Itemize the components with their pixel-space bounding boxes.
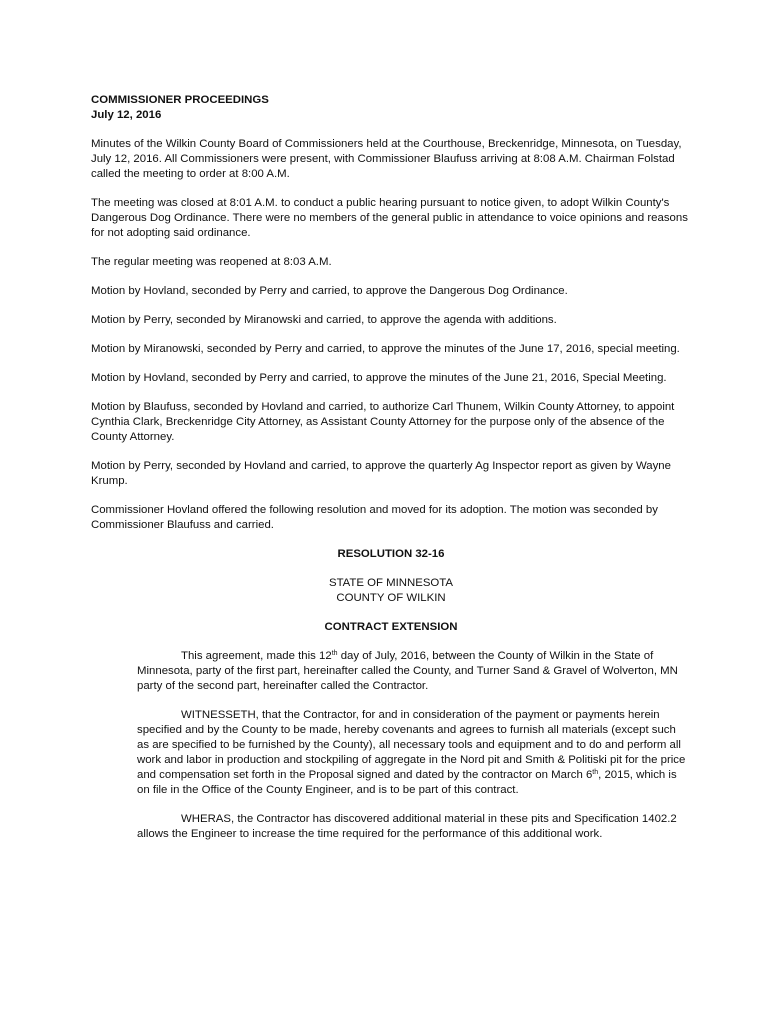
agreement-paragraph [137, 649, 691, 694]
minutes-intro-paragraph: Minutes of the Wilkin County Board of Commissioners held at the Courthouse, Breckenridge, Minnesota, on Tuesday, July 12, 2016. All Commissioners were present, with Commissioner Blaufuss arriving at 8:08 A.M. Chairman Folstad called the meeting to order at 8:00 A.M. [91, 138, 682, 180]
motion-minutes-june-17: Motion by Miranowski, seconded by Perry and carried, to approve the minutes of the June 17, 2016, special meeting. [91, 343, 680, 355]
resolution-county: COUNTY OF WILKIN [336, 592, 446, 604]
resolution-offered-paragraph: Commissioner Hovland offered the following resolution and moved for its adoption. The motion was seconded by Commissioner Blaufuss and carried. [91, 504, 658, 531]
meeting-reopened-paragraph: The regular meeting was reopened at 8:03 A.M. [91, 256, 332, 268]
public-hearing-paragraph: The meeting was closed at 8:01 A.M. to conduct a public hearing pursuant to notice given, to adopt Wilkin County's Dangerous Dog Ordinance. There were no members of the general public in attendance to voice opinions and reasons for not adopting said ordinance. [91, 197, 688, 239]
witnesseth-text-start: WITNESSETH, that the Contractor, for and in consideration of the payment or payments herein specified and by the County to be made, hereby covenants and agrees to furnish all materials (except such as are specified to be furnished by the County), all necessary tools and equipment and to do and perform all work and labor in production and stockpiling of aggregate in the Nord pit and Smith & Politiski pit for the price and compensation set forth in the Proposal signed and dated by the contractor on March 6 [137, 709, 686, 781]
motion-approve-agenda: Motion by Perry, seconded by Miranowski and carried, to approve the agenda with additions. [91, 314, 557, 326]
agreement-text-end: day of July, 2016, between the County of Wilkin in the State of Minnesota, party of the first part, hereinafter called the County, and Turner Sand & Gravel of Wolverton, MN party of the second part, hereinafter called the Contractor. [137, 650, 678, 692]
motion-assistant-attorney: Motion by Blaufuss, seconded by Hovland and carried, to authorize Carl Thunem, Wilkin County Attorney, to appoint Cynthia Clark, Breckenridge City Attorney, as Assistant County Attorney for the purpose only of the absence of the County Attorney. [91, 401, 675, 443]
ordinal-suffix: th [592, 769, 599, 776]
contract-extension-heading: CONTRACT EXTENSION [324, 621, 458, 633]
document-date: July 12, 2016 [91, 109, 162, 121]
document-page [91, 93, 691, 842]
resolution-title: RESOLUTION 32-16 [337, 548, 445, 560]
motion-dangerous-dog-ordinance: Motion by Hovland, seconded by Perry and carried, to approve the Dangerous Dog Ordinance. [91, 285, 568, 297]
agreement-text-start: This agreement, made this 12 [181, 650, 332, 662]
witnesseth-paragraph [137, 708, 691, 798]
witnesseth-text-end: , 2015, which is on file in the Office of the County Engineer, and is to be part of this contract. [137, 769, 677, 796]
ordinal-suffix: th [331, 650, 338, 657]
resolution-state: STATE OF MINNESOTA [328, 577, 454, 589]
document-title: COMMISSIONER PROCEEDINGS [91, 94, 269, 106]
contract-body [137, 649, 691, 842]
motion-ag-inspector-report: Motion by Perry, seconded by Hovland and carried, to approve the quarterly Ag Inspector report as given by Wayne Krump. [91, 460, 671, 487]
motion-minutes-june-21: Motion by Hovland, seconded by Perry and carried, to approve the minutes of the June 21, 2016, Special Meeting. [91, 372, 667, 384]
wheras-paragraph: WHERAS, the Contractor has discovered additional material in these pits and Specification 1402.2 allows the Engineer to increase the time required for the performance of this additional work. [137, 813, 677, 840]
